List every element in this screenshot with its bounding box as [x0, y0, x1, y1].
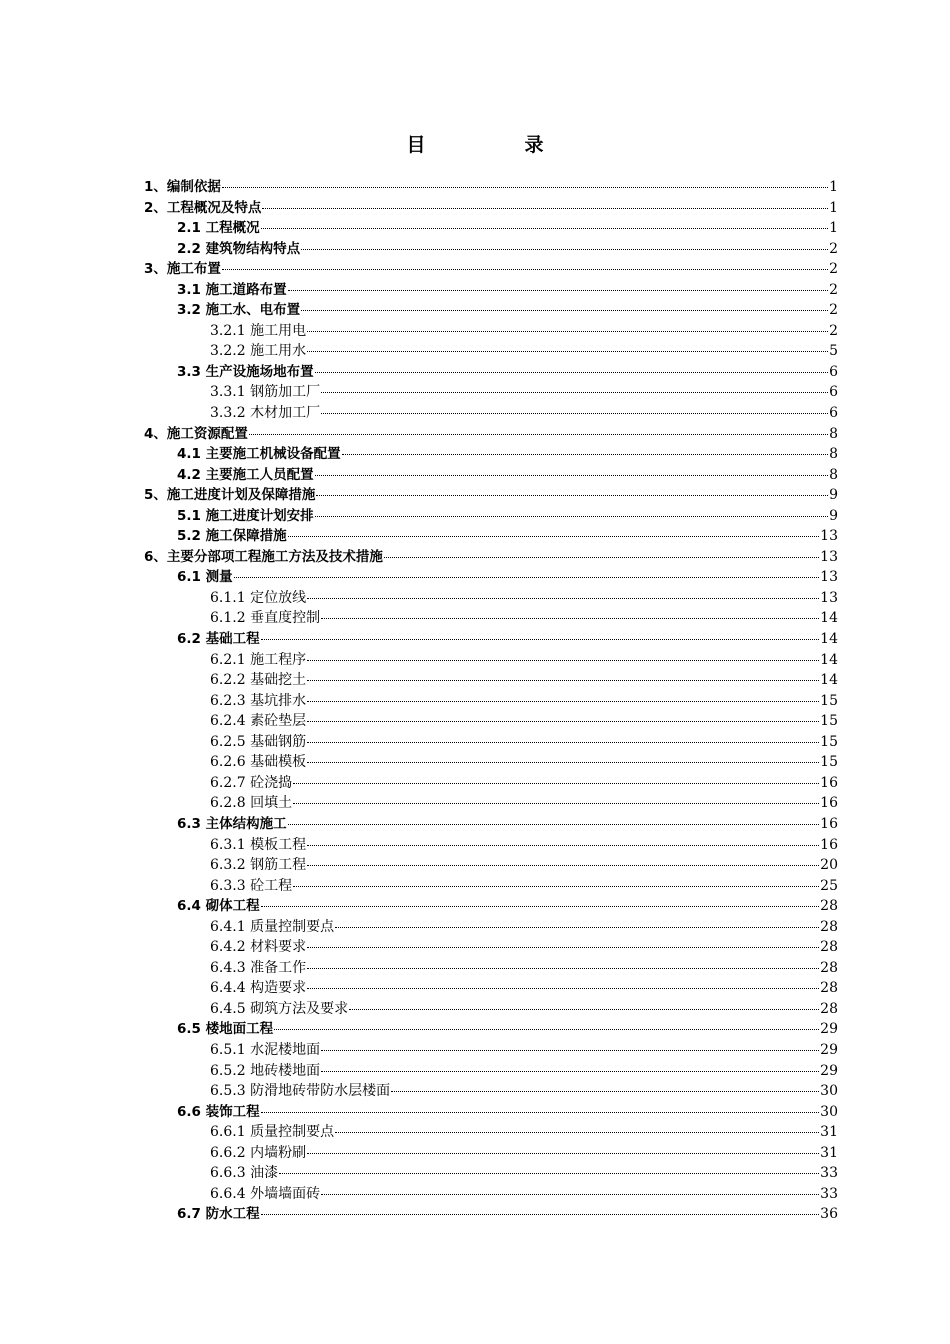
toc-entry-label: 5.2 施工保障措施	[177, 528, 287, 545]
toc-entry-label: 6.6.4 外墙墙面砖	[210, 1185, 321, 1202]
toc-entry-label: 5、施工进度计划及保障措施	[144, 487, 316, 504]
toc-entry[interactable]	[144, 691, 838, 712]
dot-leader	[315, 475, 828, 476]
toc-entry-page-number: 13	[820, 548, 838, 565]
toc-entry[interactable]	[144, 465, 838, 486]
toc-entry[interactable]	[144, 999, 838, 1020]
toc-entry-page-number: 6	[829, 363, 838, 380]
toc-entry[interactable]	[144, 259, 838, 280]
toc-entry-label: 6.1 测量	[177, 569, 233, 586]
toc-entry-label: 2.1 工程概况	[177, 220, 260, 237]
toc-entry[interactable]	[144, 1122, 838, 1143]
toc-entry[interactable]	[144, 198, 838, 219]
toc-entry[interactable]	[144, 650, 838, 671]
dot-leader	[321, 1050, 819, 1051]
toc-entry[interactable]	[144, 588, 838, 609]
toc-entry-label: 6.4.2 材料要求	[210, 939, 307, 956]
toc-entry-page-number: 9	[829, 507, 838, 524]
dot-leader	[307, 680, 819, 681]
toc-entry[interactable]	[144, 1204, 838, 1225]
toc-entry[interactable]	[144, 793, 838, 814]
toc-entry-page-number: 31	[820, 1124, 838, 1141]
toc-entry-page-number: 28	[820, 918, 838, 935]
toc-entry-page-number: 5	[829, 343, 838, 360]
dot-leader	[222, 269, 828, 270]
toc-entry-page-number: 1	[829, 220, 838, 237]
toc-entry-page-number: 29	[820, 1021, 838, 1038]
dot-leader	[307, 660, 819, 661]
toc-entry[interactable]	[144, 280, 838, 301]
toc-entry-page-number: 1	[829, 179, 838, 195]
dot-leader	[262, 208, 828, 209]
toc-entry-label: 6.1.2 垂直度控制	[210, 610, 321, 627]
toc-entry-label: 2、工程概况及特点	[144, 199, 262, 216]
toc-entry-label: 1、编制依据	[144, 179, 221, 195]
dot-leader	[261, 228, 828, 229]
dot-leader	[307, 865, 819, 866]
toc-entry-page-number: 33	[820, 1165, 838, 1182]
toc-entry[interactable]	[144, 547, 838, 568]
toc-entry-page-number: 29	[820, 1062, 838, 1079]
toc-entry-label: 3.3.2 木材加工厂	[210, 405, 321, 422]
toc-entry-label: 6.3 主体结构施工	[177, 815, 287, 832]
toc-entry-label: 6.6 装饰工程	[177, 1103, 260, 1120]
toc-entry-page-number: 30	[820, 1103, 838, 1120]
toc-entry[interactable]	[144, 382, 838, 403]
toc-entry-page-number: 28	[820, 980, 838, 997]
toc-entry[interactable]	[144, 1163, 838, 1184]
dot-leader	[321, 413, 828, 414]
toc-entry-label: 6.2.2 基础挖土	[210, 672, 307, 689]
toc-entry-page-number: 2	[829, 240, 838, 257]
toc-entry-page-number: 2	[829, 281, 838, 298]
dot-leader	[316, 495, 828, 496]
toc-entry-page-number: 14	[820, 651, 838, 668]
toc-entry-label: 6.5.1 水泥楼地面	[210, 1041, 321, 1058]
toc-entry-label: 4.1 主要施工机械设备配置	[177, 446, 341, 463]
dot-leader	[307, 598, 819, 599]
toc-entry[interactable]	[144, 1081, 838, 1102]
dot-leader	[293, 783, 819, 784]
toc-entry[interactable]	[144, 1040, 838, 1061]
dot-leader	[349, 1009, 819, 1010]
dot-leader	[384, 557, 819, 558]
toc-entry-page-number: 16	[820, 836, 838, 853]
dot-leader	[293, 803, 819, 804]
toc-entry-page-number: 1	[829, 199, 838, 216]
dot-leader	[261, 1214, 820, 1215]
toc-entry[interactable]	[144, 855, 838, 876]
toc-entry-page-number: 28	[820, 959, 838, 976]
toc-entry-page-number: 2	[829, 261, 838, 278]
dot-leader	[307, 762, 819, 763]
toc-entry[interactable]	[144, 506, 838, 527]
dot-leader	[301, 310, 828, 311]
toc-entry-page-number: 28	[820, 939, 838, 956]
dot-leader	[279, 1173, 819, 1174]
toc-entry[interactable]	[144, 917, 838, 938]
toc-title: 目 录	[406, 134, 584, 156]
dot-leader	[222, 187, 828, 188]
toc-entry[interactable]	[144, 362, 838, 383]
dot-leader	[321, 392, 828, 393]
dot-leader	[315, 516, 828, 517]
toc-entry-page-number: 31	[820, 1144, 838, 1161]
toc-entry[interactable]	[144, 896, 838, 917]
toc-entry-page-number: 28	[820, 1000, 838, 1017]
toc-entry-label: 6.1.1 定位放线	[210, 589, 307, 606]
dot-leader	[307, 968, 819, 969]
toc-entry[interactable]	[144, 321, 838, 342]
toc-entry-label: 3、施工布置	[144, 261, 221, 278]
toc-entry-label: 6.4.4 构造要求	[210, 980, 307, 997]
toc-entry-label: 4、施工资源配置	[144, 425, 248, 442]
dot-leader	[307, 845, 819, 846]
dot-leader	[307, 947, 819, 948]
toc-entry-label: 6.2.8 回填土	[210, 795, 293, 812]
toc-entry[interactable]	[144, 978, 838, 999]
toc-entry-page-number: 9	[829, 487, 838, 504]
dot-leader	[288, 536, 820, 537]
toc-entry[interactable]	[144, 526, 838, 547]
toc-entry[interactable]	[144, 835, 838, 856]
dot-leader	[321, 1071, 819, 1072]
toc-entry-page-number: 33	[820, 1185, 838, 1202]
toc-entry-label: 6.3.3 砼工程	[210, 877, 293, 894]
toc-entry[interactable]	[144, 444, 838, 465]
toc-entry-label: 6.5 楼地面工程	[177, 1021, 274, 1038]
dot-leader	[307, 721, 819, 722]
dot-leader	[274, 1029, 819, 1030]
toc-entry-page-number: 13	[820, 569, 838, 586]
toc-entry[interactable]	[144, 485, 838, 506]
dot-leader	[307, 331, 828, 332]
toc-entry-label: 6.2.5 基础钢筋	[210, 733, 307, 750]
dot-leader	[307, 1153, 819, 1154]
toc-entry-label: 6.6.3 油漆	[210, 1165, 279, 1182]
toc-entry-label: 6.6.2 内墙粉刷	[210, 1144, 307, 1161]
toc-entry-page-number: 13	[820, 528, 838, 545]
toc-entry[interactable]	[144, 711, 838, 732]
toc-entry-label: 6、主要分部项工程施工方法及技术措施	[144, 548, 383, 565]
dot-leader	[288, 290, 828, 291]
toc-entry-page-number: 15	[820, 733, 838, 750]
toc-entry[interactable]	[144, 1102, 838, 1123]
toc-entry-page-number: 20	[820, 857, 838, 874]
toc-entry-page-number: 6	[829, 405, 838, 422]
toc-entry[interactable]	[144, 424, 838, 445]
dot-leader	[315, 372, 828, 373]
toc-entry-page-number: 14	[820, 672, 838, 689]
dot-leader	[307, 701, 819, 702]
toc-entry-label: 4.2 主要施工人员配置	[177, 466, 314, 483]
toc-entry-label: 3.2.2 施工用水	[210, 343, 307, 360]
dot-leader	[288, 824, 820, 825]
toc-entry-page-number: 29	[820, 1041, 838, 1058]
toc-entry-page-number: 8	[829, 466, 838, 483]
toc-entry[interactable]	[144, 958, 838, 979]
toc-entry-label: 3.2.1 施工用电	[210, 322, 307, 339]
toc-entry[interactable]	[144, 1184, 838, 1205]
toc-entry-page-number: 14	[820, 631, 838, 648]
toc-entry-page-number: 14	[820, 610, 838, 627]
toc-entry-label: 6.7 防水工程	[177, 1206, 260, 1223]
toc-entry[interactable]	[144, 629, 838, 650]
dot-leader	[335, 1132, 819, 1133]
toc-entry[interactable]	[144, 239, 838, 260]
toc-entry-page-number: 2	[829, 302, 838, 319]
toc-entry[interactable]	[144, 177, 838, 198]
toc-entry-page-number: 25	[820, 877, 838, 894]
toc-entry-label: 6.6.1 质量控制要点	[210, 1124, 335, 1141]
toc-entry-page-number: 8	[829, 446, 838, 463]
dot-leader	[391, 1091, 819, 1092]
toc-entry-label: 6.2.1 施工程序	[210, 651, 307, 668]
toc-entry[interactable]	[144, 773, 838, 794]
toc-entry[interactable]	[144, 814, 838, 835]
dot-leader	[307, 351, 828, 352]
toc-entry-label: 6.2 基础工程	[177, 631, 260, 648]
toc-entry-page-number: 15	[820, 754, 838, 771]
toc-entry[interactable]	[144, 341, 838, 362]
table-of-contents	[144, 177, 838, 1225]
dot-leader	[234, 577, 820, 578]
toc-entry[interactable]	[144, 218, 838, 239]
dot-leader	[321, 618, 819, 619]
toc-entry[interactable]	[144, 300, 838, 321]
toc-entry-page-number: 16	[820, 795, 838, 812]
toc-entry-label: 6.2.4 素砼垫层	[210, 713, 307, 730]
dot-leader	[321, 1194, 819, 1195]
toc-entry-label: 6.3.1 模板工程	[210, 836, 307, 853]
toc-entry-page-number: 30	[820, 1083, 838, 1100]
toc-entry[interactable]	[144, 1061, 838, 1082]
toc-entry-label: 6.4.3 准备工作	[210, 959, 307, 976]
toc-entry-label: 5.1 施工进度计划安排	[177, 507, 314, 524]
dot-leader	[307, 742, 819, 743]
toc-entry-page-number: 28	[820, 898, 838, 915]
dot-leader	[301, 249, 828, 250]
toc-entry[interactable]	[144, 752, 838, 773]
toc-entry-label: 6.4.1 质量控制要点	[210, 918, 335, 935]
dot-leader	[261, 1112, 820, 1113]
toc-entry-label: 3.2 施工水、电布置	[177, 302, 301, 319]
toc-entry[interactable]	[144, 876, 838, 897]
toc-entry[interactable]	[144, 403, 838, 424]
dot-leader	[249, 434, 828, 435]
toc-entry[interactable]	[144, 732, 838, 753]
toc-entry-label: 3.3 生产设施场地布置	[177, 363, 314, 380]
toc-entry-label: 3.3.1 钢筋加工厂	[210, 384, 321, 401]
toc-entry[interactable]	[144, 937, 838, 958]
toc-entry-page-number: 13	[820, 589, 838, 606]
toc-entry[interactable]	[144, 1143, 838, 1164]
toc-entry[interactable]	[144, 608, 838, 629]
dot-leader	[261, 906, 820, 907]
dot-leader	[307, 988, 819, 989]
dot-leader	[342, 454, 828, 455]
toc-entry-page-number: 15	[820, 692, 838, 709]
toc-entry-label: 2.2 建筑物结构特点	[177, 240, 301, 257]
toc-entry-label: 6.2.3 基坑排水	[210, 692, 307, 709]
toc-entry-label: 6.2.7 砼浇捣	[210, 774, 293, 791]
dot-leader	[335, 927, 819, 928]
dot-leader	[261, 639, 820, 640]
toc-entry-page-number: 36	[820, 1206, 838, 1223]
toc-entry-page-number: 8	[829, 425, 838, 442]
toc-entry[interactable]	[144, 1019, 838, 1040]
toc-entry-label: 3.1 施工道路布置	[177, 281, 287, 298]
toc-entry-label: 6.4.5 砌筑方法及要求	[210, 1000, 349, 1017]
toc-entry[interactable]	[144, 567, 838, 588]
toc-entry-page-number: 2	[829, 322, 838, 339]
toc-entry-label: 6.2.6 基础模板	[210, 754, 307, 771]
toc-entry-page-number: 6	[829, 384, 838, 401]
toc-entry-label: 6.5.2 地砖楼地面	[210, 1062, 321, 1079]
toc-entry-label: 6.5.3 防滑地砖带防水层楼面	[210, 1083, 391, 1100]
toc-entry-page-number: 16	[820, 815, 838, 832]
toc-entry-page-number: 15	[820, 713, 838, 730]
toc-entry-page-number: 16	[820, 774, 838, 791]
toc-entry[interactable]	[144, 670, 838, 691]
toc-entry-label: 6.3.2 钢筋工程	[210, 857, 307, 874]
dot-leader	[293, 886, 819, 887]
toc-entry-label: 6.4 砌体工程	[177, 898, 260, 915]
